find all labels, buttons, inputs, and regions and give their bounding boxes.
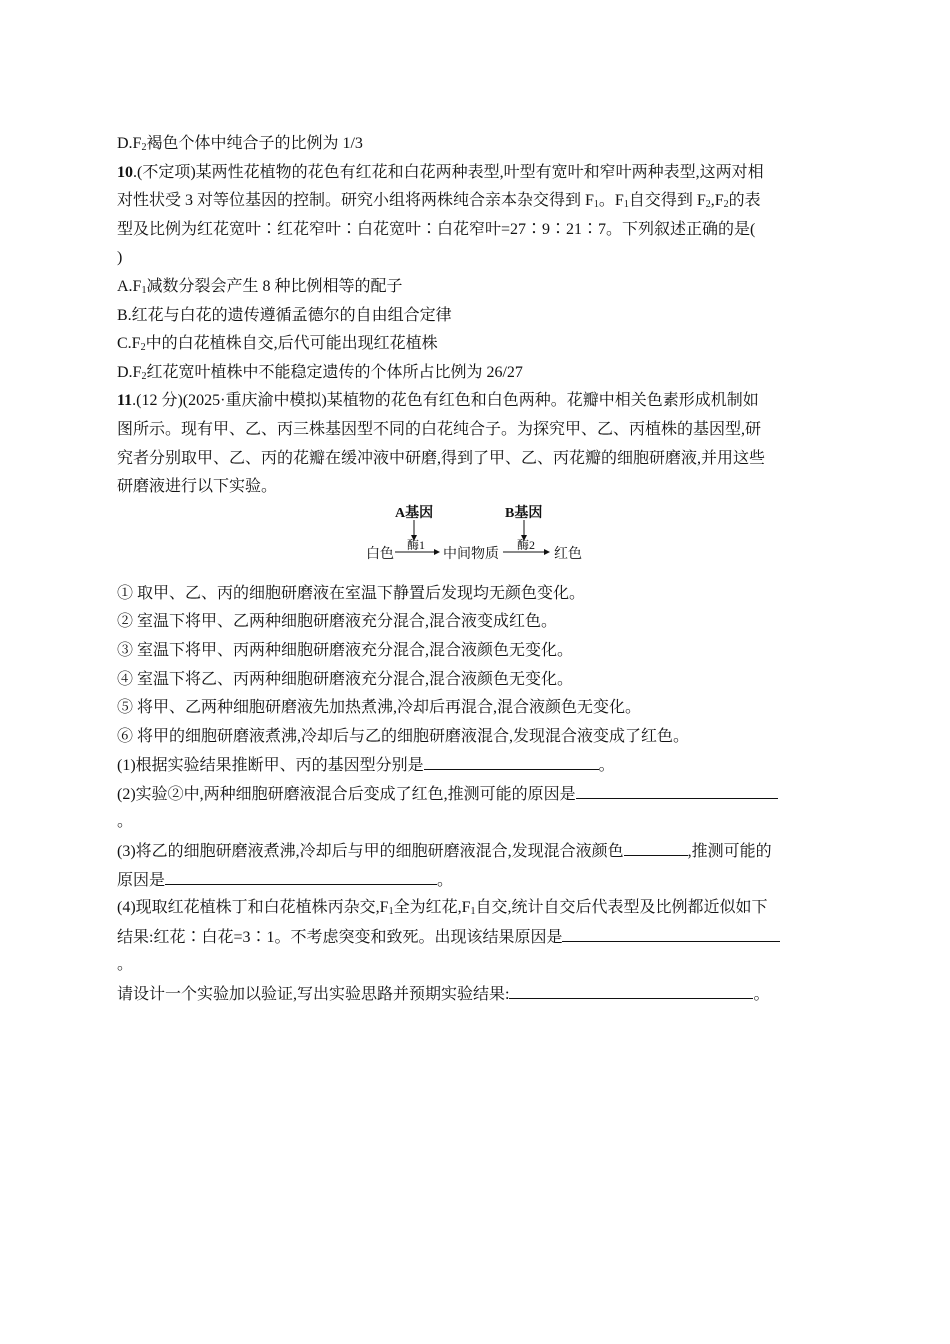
q9-option-d [117,130,837,159]
q11-stem-line-2 [117,416,837,445]
sub-question-4-text-b: 全为红花,F [393,899,471,917]
q9-option-d-text: 褐色个体中纯合子的比例为 1/3 [146,135,363,152]
pathway-arrows [117,502,837,580]
red-label: 红色 [554,546,582,562]
sub-question-4-end-line [117,951,837,980]
experiment-step-4 [117,666,837,695]
sub-question-4-text-e: 请设计一个实验加以验证,写出实验思路并预期实验结果: [117,986,510,1004]
q10-option-a [117,273,837,302]
sub-question-2-text: (2)实验②中,两种细胞研磨液混合后变成了红色,推测可能的原因是 [117,785,576,803]
q10-option-c-sub: 2 [140,342,146,354]
q10-option-d-sub: 2 [141,370,147,382]
q9-option-d-subscript: 2 [141,142,147,153]
q10-stem-line-2 [117,187,837,216]
answer-blank-3b[interactable] [165,866,437,885]
sub-question-2-end: 。 [117,813,134,831]
sub-question-4-line-3 [117,980,837,1009]
answer-blank-2[interactable] [576,780,778,799]
q10-stem-line-1 [117,159,837,188]
q11-number: 11 [117,392,133,410]
sub-question-4-text-c: 自交,统计自交后代表型及比例都近似如下 [475,899,768,917]
experiment-step-2 [117,608,837,637]
q10-stem-text-4: ) [117,249,123,267]
experiment-step-3 [117,637,837,666]
experiment-step-5-text: ⑤ 将甲、乙两种细胞研磨液先加热煮沸,冷却后再混合,混合液颜色无变化。 [117,699,642,717]
q10-option-d-prefix: D.F [117,363,142,381]
q10-stem-text-2c: 自交得到 F [628,192,706,210]
sub-question-2 [117,780,837,809]
q10-stem-text-2d: ,F [710,192,724,210]
q10-option-a-prefix: A.F [117,277,142,295]
gene-a-label: A基因 [395,505,434,521]
experiment-step-3-text: ③ 室温下将甲、丙两种细胞研磨液充分混合,混合液颜色无变化。 [117,641,574,659]
q10-option-d [117,359,837,388]
sub-question-4-line-2 [117,923,837,952]
experiment-step-2-text: ② 室温下将甲、乙两种细胞研磨液充分混合,混合液变成红色。 [117,613,558,631]
q10-sub-2: 1 [623,199,629,211]
sub-question-3-line-2 [117,866,837,895]
q11-stem-text-1: .(12 分)(2025·重庆渝中模拟)某植物的花色有红色和白色两种。花瓣中相关色素形成机制如 [132,392,759,410]
sub-question-3-text-a: (3)将乙的细胞研磨液煮沸,冷却后与甲的细胞研磨液混合,发现混合液颜色 [117,843,624,861]
q9-option-d-prefix: D.F [117,135,142,152]
sub-question-4-end: 。 [117,956,134,974]
sub-question-4-text-a: (4)现取红花植株丁和白花植株丙杂交,F [117,899,389,917]
q10-option-b [117,302,837,331]
q10-sub-4: 2 [723,199,729,211]
answer-blank-4a[interactable] [562,923,780,942]
q10-stem-text-2e: 的表 [728,192,761,210]
answer-blank-4b[interactable] [509,980,753,999]
q10-stem-text-1: .(不定项)某两性花植物的花色有红花和白花两种表型,叶型有宽叶和窄叶两种表型,这两对相 [133,163,764,181]
content [117,130,837,1009]
sub-question-1-end: 。 [598,757,615,775]
q10-option-d-text: 红花宽叶植株中不能稳定遗传的个体所占比例为 26/27 [146,363,523,381]
white-label: 白色 [366,546,394,562]
q10-option-a-sub: 1 [141,284,147,296]
sub-question-1 [117,751,837,780]
middle-substance-label: 中间物质 [443,546,499,562]
experiment-step-1-text: ① 取甲、乙、丙的细胞研磨液在室温下静置后发现均无颜色变化。 [117,584,586,602]
q10-stem-line-4 [117,244,837,273]
q10-option-c-prefix: C.F [117,335,141,353]
q10-option-b-text: B.红花与白花的遗传遵循孟德尔的自由组合定律 [117,306,452,324]
q11-stem-text-3: 究者分别取甲、乙、丙的花瓣在缓冲液中研磨,得到了甲、乙、丙花瓣的细胞研磨液,并用这些 [117,449,766,467]
q11-stem-text-4: 研磨液进行以下实验。 [117,478,278,496]
q10-sub-1: 1 [593,199,599,211]
sub-question-2-end-line [117,808,837,837]
q10-stem-text-2a: 对性状受 3 对等位基因的控制。研究小组将两株纯合亲本杂交得到 F [117,192,594,210]
experiment-step-4-text: ④ 室温下将乙、丙两种细胞研磨液充分混合,混合液颜色无变化。 [117,670,574,688]
q10-option-c-text: 中的白花植株自交,后代可能出现红花植株 [145,335,438,353]
q11-stem-line-3 [117,445,837,474]
sub-question-3-text-c: 原因是 [117,871,166,889]
experiment-step-6-text: ⑥ 将甲的细胞研磨液煮沸,冷却后与乙的细胞研磨液混合,发现混合液变成了红色。 [117,727,690,745]
q10-option-a-text: 减数分裂会产生 8 种比例相等的配子 [146,277,403,295]
q10-number: 10 [117,163,133,181]
q11-stem-text-2: 图所示。现有甲、乙、丙三株基因型不同的白花纯合子。为探究甲、乙、丙植株的基因型,研 [117,420,762,438]
experiment-step-5 [117,694,837,723]
enzyme-1-label: 酶1 [407,537,426,552]
sub-question-4-sub-2: 1 [470,906,476,918]
sub-question-1-text: (1)根据实验结果推断甲、丙的基因型分别是 [117,757,424,775]
q11-stem-line-1 [117,387,837,416]
experiment-step-1 [117,580,837,609]
gene-b-label: B基因 [505,505,543,521]
enzyme-2-label: 酶2 [517,537,536,552]
sub-question-4-end-2: 。 [753,986,770,1004]
sub-question-4-line-1 [117,894,837,923]
sub-question-4-text-d: 结果:红花∶白花=3∶1。不考虑突变和致死。出现该结果原因是 [117,928,563,946]
sub-question-3-end: 。 [437,871,454,889]
q10-stem-text-2b: 。F [598,192,624,210]
experiment-step-6 [117,723,837,752]
q10-stem-line-3 [117,216,837,245]
sub-question-4-sub-1: 1 [388,906,394,918]
sub-question-3-text-b: ,推测可能的 [687,843,772,861]
answer-blank-3a[interactable] [624,837,688,856]
q10-sub-3: 2 [705,199,711,211]
pigment-pathway-diagram [117,502,837,580]
sub-question-3-line-1 [117,837,837,866]
q10-option-c [117,330,837,359]
answer-blank-1[interactable] [424,751,599,770]
q10-stem-text-3: 型及比例为红花宽叶∶红花窄叶∶白花宽叶∶白花窄叶=27∶9∶21∶7。下列叙述正确的是( [117,220,756,238]
q11-stem-line-4 [117,473,837,502]
